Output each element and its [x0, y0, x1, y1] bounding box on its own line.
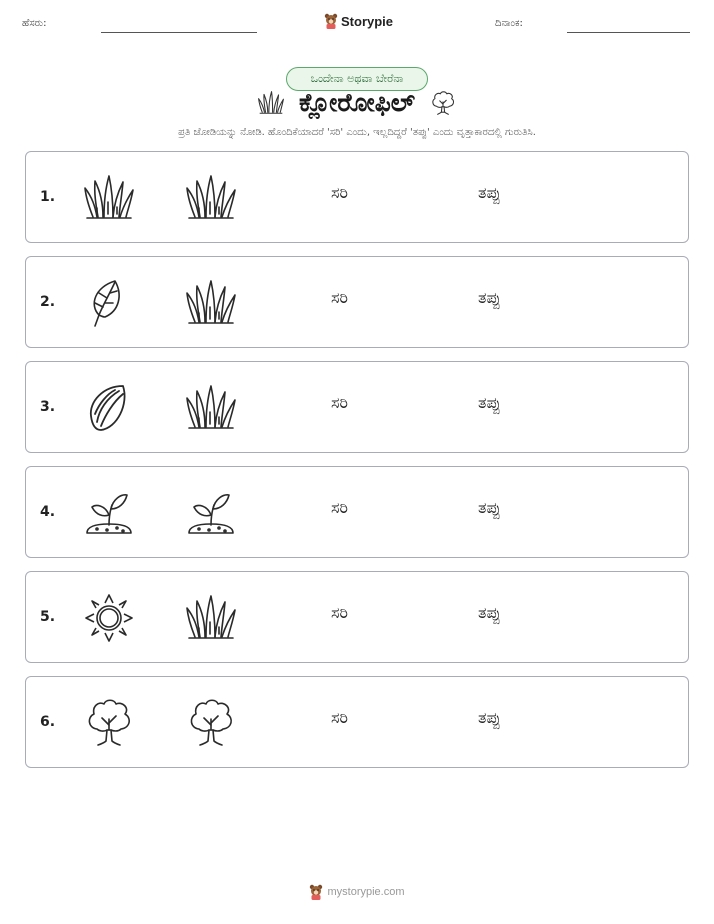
question-row	[25, 676, 689, 768]
leaf-icon	[83, 277, 135, 329]
seed-icon	[83, 382, 135, 434]
tree-icon	[185, 697, 237, 749]
sprout-icon	[83, 487, 135, 539]
date-label: ದಿನಾಂಕ:	[495, 18, 523, 29]
brand-logo	[324, 13, 393, 29]
true-option[interactable]: ಸರಿ	[331, 393, 348, 412]
question-number: 2.	[40, 294, 56, 310]
page-title: ಕ್ಲೋರೋಫಿಲ್	[298, 88, 416, 117]
grass-icon	[185, 172, 237, 224]
true-option[interactable]: ಸರಿ	[331, 708, 348, 727]
grass-icon	[185, 382, 237, 434]
question-number: 1.	[40, 189, 56, 205]
question-list	[25, 151, 689, 781]
question-row	[25, 256, 689, 348]
footer	[0, 884, 714, 900]
title-row	[0, 88, 714, 118]
question-row	[25, 151, 689, 243]
instructions: ಪ್ರತಿ ಜೋಡಿಯನ್ನು ನೋಡಿ. ಹೊಂದಿಕೆಯಾದರೆ 'ಸರಿ' ಎಂದು, ಇಲ್ಲದಿದ್ದರೆ 'ತಪ್ಪು' ಎಂದು ವೃತ್ತಾಕಾರದಲ್ಲಿ ಗುರುತಿಸಿ.	[178, 127, 536, 138]
worksheet-badge: ಒಂದೇನಾ ಅಥವಾ ಬೇರೆನಾ	[286, 67, 428, 91]
tree-icon	[83, 697, 135, 749]
false-option[interactable]: ತಪ್ಪು	[478, 708, 501, 727]
sprout-icon	[185, 487, 237, 539]
name-line[interactable]	[101, 32, 257, 33]
question-row	[25, 361, 689, 453]
grass-icon	[83, 172, 135, 224]
true-option[interactable]: ಸರಿ	[331, 183, 348, 202]
question-row	[25, 466, 689, 558]
brand-name: Storypie	[341, 13, 394, 29]
question-row	[25, 571, 689, 663]
true-option[interactable]: ಸರಿ	[331, 288, 348, 307]
question-number: 6.	[40, 714, 56, 730]
question-number: 5.	[40, 609, 56, 625]
question-number: 4.	[40, 504, 56, 520]
false-option[interactable]: ತಪ್ಪು	[478, 498, 501, 517]
sun-icon	[83, 592, 135, 644]
false-option[interactable]: ತಪ್ಪು	[478, 393, 501, 412]
false-option[interactable]: ತಪ್ಪು	[478, 603, 501, 622]
grass-icon	[185, 592, 237, 644]
question-number: 3.	[40, 399, 56, 415]
grass-icon	[185, 277, 237, 329]
true-option[interactable]: ಸರಿ	[331, 498, 348, 517]
grass-icon	[257, 89, 285, 117]
true-option[interactable]: ಸರಿ	[331, 603, 348, 622]
footer-site: mystorypie.com	[327, 886, 405, 898]
date-line[interactable]	[567, 32, 690, 33]
name-label: ಹೆಸರು:	[22, 18, 47, 29]
bear-mascot-icon	[309, 884, 323, 900]
bear-mascot-icon	[324, 13, 338, 29]
tree-icon	[429, 89, 457, 117]
false-option[interactable]: ತಪ್ಪು	[478, 183, 501, 202]
false-option[interactable]: ತಪ್ಪು	[478, 288, 501, 307]
